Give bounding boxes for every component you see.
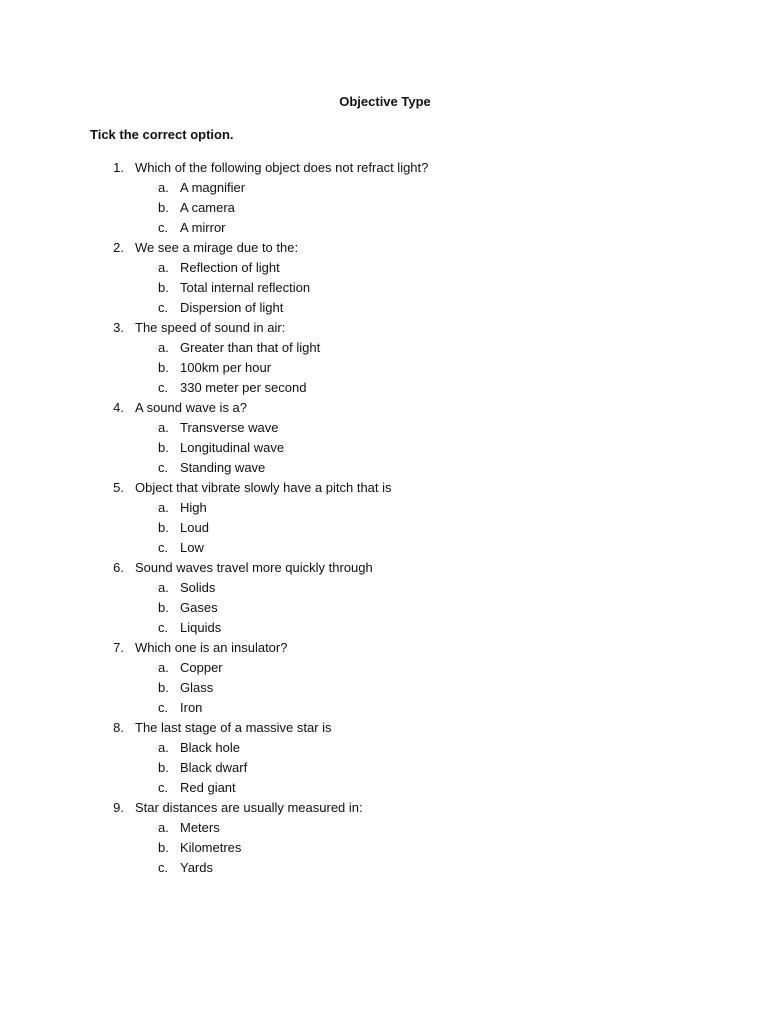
option-text: Liquids [180, 620, 222, 635]
option-item [0, 258, 768, 278]
option-item [0, 338, 768, 358]
question-number: 5. [113, 480, 124, 495]
option-item [0, 218, 768, 238]
option-letter: b. [158, 600, 169, 615]
option-text: Total internal reflection [180, 280, 311, 295]
question-number: 2. [113, 240, 124, 255]
question-item [0, 638, 768, 658]
option-item [0, 818, 768, 838]
option-text: Kilometres [180, 840, 242, 855]
option-item [0, 538, 768, 558]
option-letter: b. [158, 840, 169, 855]
question-number: 8. [113, 720, 124, 735]
option-item [0, 778, 768, 798]
option-letter: b. [158, 360, 169, 375]
option-text: Meters [180, 820, 220, 835]
question-number: 3. [113, 320, 124, 335]
question-list [0, 158, 768, 878]
question-text: The last stage of a massive star is [135, 720, 332, 735]
option-item [0, 498, 768, 518]
question-text: Which one is an insulator? [135, 640, 288, 655]
question-number: 7. [113, 640, 124, 655]
option-letter: b. [158, 760, 169, 775]
option-item [0, 598, 768, 618]
question-text: The speed of sound in air: [135, 320, 286, 335]
option-item [0, 278, 768, 298]
option-letter: c. [158, 780, 169, 795]
option-item [0, 758, 768, 778]
option-item [0, 518, 768, 538]
option-letter: a. [158, 820, 169, 835]
question-text: Which of the following object does not refract light? [135, 160, 429, 175]
question-number: 6. [113, 560, 124, 575]
option-letter: b. [158, 680, 169, 695]
option-letter: c. [158, 700, 169, 715]
question-text: We see a mirage due to the: [135, 240, 299, 255]
option-text: Black hole [180, 740, 240, 755]
option-text: Solids [180, 580, 216, 595]
option-letter: a. [158, 660, 169, 675]
instruction-text: Tick the correct option. [90, 127, 234, 142]
question-item [0, 318, 768, 338]
option-letter: a. [158, 420, 169, 435]
question-number: 9. [113, 800, 124, 815]
option-text: Glass [180, 680, 214, 695]
option-item [0, 858, 768, 878]
option-text: Red giant [180, 780, 236, 795]
option-letter: c. [158, 620, 169, 635]
option-item [0, 838, 768, 858]
option-text: Greater than that of light [180, 340, 321, 355]
question-item [0, 398, 768, 418]
option-text: Iron [180, 700, 203, 715]
question-item [0, 238, 768, 258]
option-text: Reflection of light [180, 260, 280, 275]
question-number: 4. [113, 400, 124, 415]
option-text: Gases [180, 600, 218, 615]
option-letter: a. [158, 500, 169, 515]
question-item [0, 718, 768, 738]
option-text: Yards [180, 860, 213, 875]
option-item [0, 178, 768, 198]
option-text: A camera [180, 200, 235, 215]
option-item [0, 618, 768, 638]
question-item [0, 798, 768, 818]
option-text: Longitudinal wave [180, 440, 285, 455]
option-letter: c. [158, 380, 169, 395]
question-item [0, 558, 768, 578]
option-item [0, 698, 768, 718]
option-text: Copper [180, 660, 223, 675]
question-text: A sound wave is a? [135, 400, 248, 415]
question-text: Object that vibrate slowly have a pitch that is [135, 480, 392, 495]
question-text: Star distances are usually measured in: [135, 800, 363, 815]
question-item [0, 158, 768, 178]
option-letter: a. [158, 740, 169, 755]
option-letter: a. [158, 340, 169, 355]
option-text: Standing wave [180, 460, 266, 475]
option-text: A magnifier [180, 180, 246, 195]
option-letter: a. [158, 580, 169, 595]
option-item [0, 298, 768, 318]
option-text: High [180, 500, 207, 515]
option-letter: c. [158, 220, 169, 235]
option-letter: a. [158, 180, 169, 195]
question-item [0, 478, 768, 498]
option-text: Dispersion of light [180, 300, 284, 315]
option-item [0, 678, 768, 698]
option-item [0, 418, 768, 438]
question-text: Sound waves travel more quickly through [135, 560, 373, 575]
option-letter: b. [158, 520, 169, 535]
option-item [0, 438, 768, 458]
option-item [0, 458, 768, 478]
question-number: 1. [113, 160, 124, 175]
option-item [0, 198, 768, 218]
option-item [0, 378, 768, 398]
option-letter: c. [158, 540, 169, 555]
option-text: 330 meter per second [180, 380, 307, 395]
option-text: Transverse wave [180, 420, 279, 435]
option-letter: c. [158, 300, 169, 315]
option-item [0, 578, 768, 598]
option-letter: c. [158, 460, 169, 475]
option-letter: b. [158, 200, 169, 215]
option-text: 100km per hour [180, 360, 272, 375]
option-letter: a. [158, 260, 169, 275]
page-title: Objective Type [339, 94, 431, 109]
option-text: Black dwarf [180, 760, 248, 775]
option-text: A mirror [180, 220, 226, 235]
option-item [0, 658, 768, 678]
option-item [0, 738, 768, 758]
option-item [0, 358, 768, 378]
option-text: Loud [180, 520, 209, 535]
option-letter: c. [158, 860, 169, 875]
option-text: Low [180, 540, 204, 555]
option-letter: b. [158, 280, 169, 295]
option-letter: b. [158, 440, 169, 455]
